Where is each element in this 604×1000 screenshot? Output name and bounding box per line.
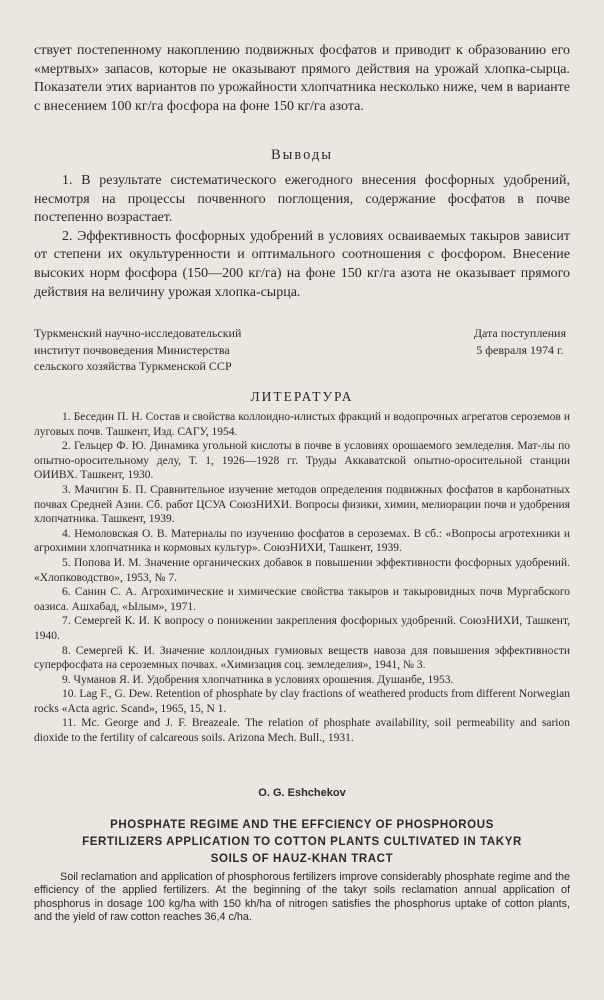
english-summary — [34, 871, 570, 925]
intro-paragraph — [34, 42, 570, 116]
conclusion-item: 2. Эффективность фосфорных удобрений в условиях осваиваемых такыров зависит от степени их окультуренности и оптимального соотношения с фосфором. Внесение высоких норм фосфора (150—200 кг/га) на фоне 150 кг/га азота не оказывает прямого действия на величину урожая хлопка-сырца. — [34, 228, 570, 300]
institution-line: институт почвоведения Министерства — [34, 342, 230, 357]
reference-item: 4. Немоловская О. В. Материалы по изучению фосфатов в сероземах. В сб.: «Вопросы агротехники и агрохимии хлопчатника и кормовых культур». СоюзНИХИ, Ташкент, 1939. — [34, 527, 570, 555]
received-label: Дата поступления — [473, 326, 566, 340]
reference-item: 7. Семергей К. И. К вопросу о понижении закрепления фосфорных удобрений. СоюзНИХИ, Ташкент, 1940. — [34, 615, 570, 642]
conclusion-item: 1. В результате систематического ежегодного внесения фосфорных удобрений, несмотря на процессы почвенного поглощения, содержание фосфатов в почве постепенно возрастает. — [34, 173, 570, 226]
english-title-line: SOILS OF HAUZ-KHAN TRACT — [210, 852, 394, 865]
reference-item: 11. Mc. George and J. F. Breazeale. The relation of phosphate availability, soil permeability and sarion dioxide to the fertility of calcareous soils. Arizona Mech. Bull., 1931. — [34, 717, 570, 745]
references-list — [34, 410, 570, 746]
conclusions-heading: Выводы — [270, 147, 334, 163]
conclusions-list — [34, 172, 570, 302]
received-date-block — [474, 325, 566, 358]
received-date: 5 февраля 1974 г. — [476, 342, 564, 357]
reference-item: 10. Lag F., G. Dew. Retention of phosphate by clay fractions of weathered products from different Norwegian rocks «Acta agric. Scand», 1965, 15, N 1. — [34, 688, 570, 715]
institution-block — [34, 325, 241, 375]
reference-item: 5. Попова И. М. Значение органических добавок в повышении эффективности фосфорных удобрений. «Хлопководство», 1953, № 7. — [34, 556, 570, 584]
reference-item: 2. Гельцер Ф. Ю. Динамика угольной кислоты в почве в условиях орошаемого земледелия. Мат-лы по опытно-оросительному делу, Т. 1, 1926—1928 гг. Труды Аккаватской опытно-оросительной станции ОИИВХ. Ташкент, 1930. — [34, 440, 570, 482]
reference-item: 1. Беседин П. Н. Состав и свойства коллоидно-илистых фракций и водопрочных агрегатов сероземов и луговых почв. Ташкент, Изд. САГУ, 1954. — [34, 411, 570, 438]
reference-item: 9. Чуманов Я. И. Удобрения хлопчатника в условиях орошения. Душанбе, 1953. — [62, 673, 454, 686]
reference-item: 8. Семергей К. И. Значение коллоидных гумиовых веществ навоза для повышения эффективности суперфосфата на сероземных почвах. «Химизация соц. земледелия», 1941, № 3. — [34, 644, 570, 672]
institution-line: Туркменский научно-исследовательский — [34, 326, 242, 340]
institution-line: сельского хозяйства Туркменской ССР — [34, 359, 232, 373]
english-title-line: PHOSPHATE REGIME AND THE EFFCIENCY OF PHOSPHOROUS — [110, 819, 494, 831]
english-title — [60, 817, 544, 867]
english-author: O. G. Eshchekov — [258, 787, 346, 799]
english-title-line: FERTILIZERS APPLICATION TO COTTON PLANTS CULTIVATED IN TAKYR — [82, 835, 522, 848]
intro-text: ствует постепенному накоплению подвижных фосфатов и приводит к образованию его «мертвых» запасов, которые не оказывают прямого действия на урожай хлопка-сырца. Показатели этих вариантов по урожайности хлопчатника несколько ниже, чем в варианте с внесением 100 кг/га фосфора на фоне 150 кг/га азота. — [34, 43, 570, 114]
reference-item: 3. Мачигин Б. П. Сравнительное изучение методов определения подвижных фосфатов в карбонатных почвах Средней Азии. Сб. работ ЦСУА СоюзНИХИ. Вопросы физики, химии, мелиорации почв и удобрения хлопчатника. Ташкент, 1939. — [34, 483, 570, 526]
literature-heading: ЛИТЕРАТУРА — [250, 389, 354, 404]
english-summary-text: Soil reclamation and application of phosphorous fertilizers improve considerably phosphate regime and the efficiency of the applied fertilizers. At the beginning of the takyr soils reclamation annual application of phosphorus in dosage 100 kg/ha with 150 kh/ha of nitrogen satisfies the phosphorus uptake of cotton plants, and the yield of raw cotton reaches 36,4 c/ha. — [34, 871, 570, 924]
reference-item: 6. Санин С. А. Агрохимические и химические свойства такыров и такыровидных почв Мургабского оазиса. Ашхабад, «Ылым», 1971. — [34, 586, 570, 613]
